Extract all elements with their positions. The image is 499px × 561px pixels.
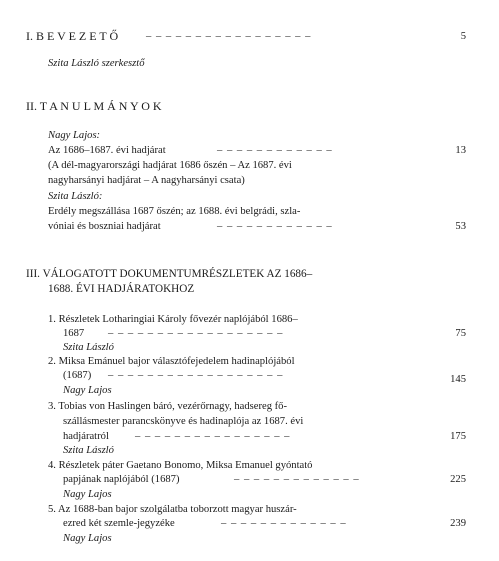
doc-1-title-2: 1687 [63, 328, 85, 339]
article-2-title-1: Erdély megszállása 1687 őszén; az 1688. évi belgrádi, szla- [48, 206, 301, 217]
section-2-title: II. T A N U L M Á N Y O K [26, 99, 162, 113]
doc-1-leader: – – – – – – – – – – – – – – – – – – [108, 328, 284, 339]
doc-5-page: 239 [450, 518, 466, 529]
article-2-title-2: vóniai és boszniai hadjárat [48, 221, 161, 232]
doc-5-title-1: 5. Az 1688-ban bajor szolgálatba toborzott magyar huszár- [48, 504, 297, 515]
section-1-leader: – – – – – – – – – – – – – – – – – [146, 31, 312, 42]
doc-5-author: Nagy Lajos [63, 533, 112, 544]
article-1-leader: – – – – – – – – – – – – [217, 145, 333, 156]
article-2-page: 53 [455, 221, 466, 232]
article-1-page: 13 [455, 145, 466, 156]
section-1-title: I. B E V E Z E T Ő [26, 29, 119, 43]
doc-5-leader: – – – – – – – – – – – – – [221, 518, 347, 529]
doc-1-author: Szita László [63, 342, 114, 353]
doc-3-title-1: 3. Tobias von Haslingen báró, vezérőrnagy, hadsereg fő- [48, 401, 288, 412]
doc-3-leader: – – – – – – – – – – – – – – – – [135, 431, 291, 442]
article-2-author: Szita László: [48, 191, 103, 202]
section-1-author: Szita László szerkesztő [48, 58, 145, 69]
doc-4-title-2: papjának naplójából (1687) [63, 474, 180, 485]
doc-4-author: Nagy Lajos [63, 489, 112, 500]
doc-2-title-2: (1687) [63, 370, 92, 381]
section-1-page: 5 [460, 31, 466, 42]
doc-3-title-3: hadjáratról [63, 431, 109, 442]
doc-2-title-1: 2. Miksa Emánuel bajor választófejedelem hadinaplójából [48, 356, 295, 367]
doc-4-page: 225 [450, 474, 466, 485]
article-1-subtitle-2: nagyharsányi hadjárat – A nagyharsányi csata) [48, 175, 245, 186]
doc-1-title-1: 1. Részletek Lotharingiai Károly fővezér naplójából 1686– [48, 314, 298, 325]
doc-3-page: 175 [450, 431, 466, 442]
doc-3-author: Szita László [63, 445, 114, 456]
doc-1-page: 75 [455, 328, 466, 339]
doc-2-leader: – – – – – – – – – – – – – – – – – – [108, 370, 284, 381]
article-1-title: Az 1686–1687. évi hadjárat [48, 145, 166, 156]
doc-2-author: Nagy Lajos [63, 385, 112, 396]
article-2-leader: – – – – – – – – – – – – [217, 221, 333, 232]
doc-3-title-2: szállásmester parancskönyve és hadinaplója az 1687. évi [63, 416, 304, 427]
doc-4-leader: – – – – – – – – – – – – – [234, 474, 360, 485]
doc-4-title-1: 4. Részletek páter Gaetano Bonomo, Miksa Emanuel gyóntató [48, 460, 313, 471]
doc-5-title-2: ezred két szemle-jegyzéke [63, 518, 175, 529]
section-3-title-1: III. VÁLOGATOTT DOKUMENTUMRÉSZLETEK AZ 1686– [26, 268, 313, 280]
doc-2-page: 145 [450, 374, 466, 385]
section-3-title-2: 1688. ÉVI HADJÁRATOKHOZ [48, 283, 195, 295]
article-1-author: Nagy Lajos: [48, 130, 101, 141]
article-1-subtitle-1: (A dél-magyarországi hadjárat 1686 őszén – Az 1687. évi [48, 160, 292, 171]
